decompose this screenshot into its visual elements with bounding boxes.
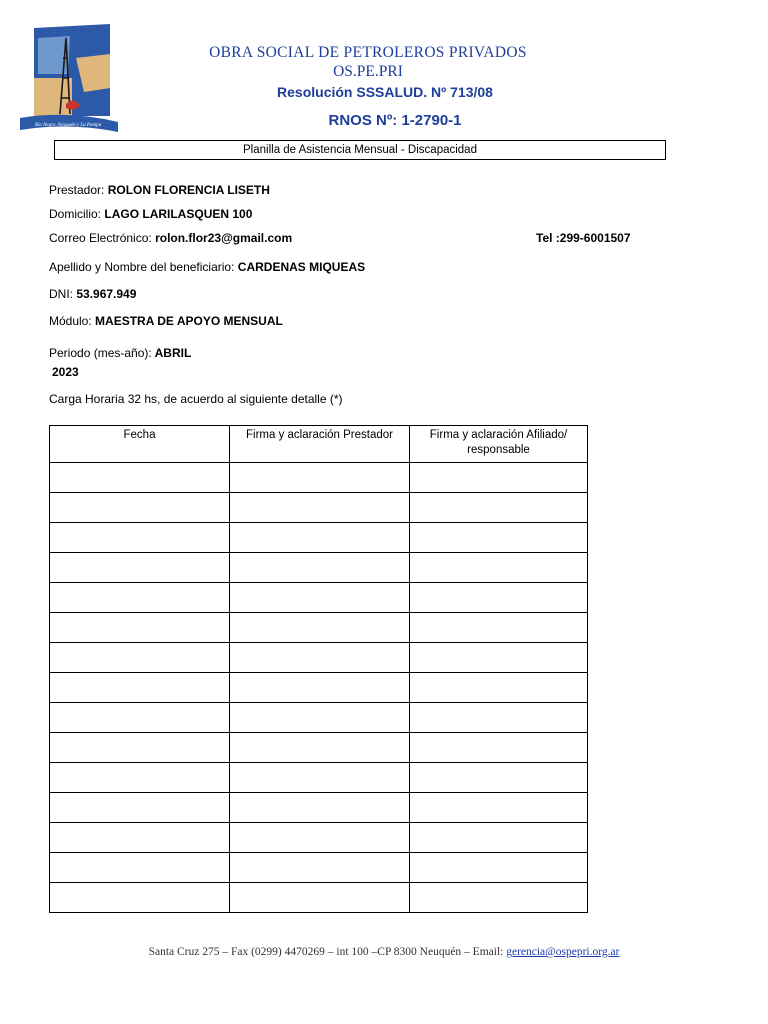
table-cell[interactable] — [410, 763, 588, 793]
table-cell[interactable] — [230, 793, 410, 823]
org-name: OBRA SOCIAL DE PETROLEROS PRIVADOS — [209, 44, 527, 61]
table-cell[interactable] — [230, 673, 410, 703]
table-cell[interactable] — [410, 673, 588, 703]
table-row — [50, 823, 588, 853]
table-cell[interactable] — [230, 763, 410, 793]
field-domicilio — [49, 207, 252, 221]
table-cell[interactable] — [50, 583, 230, 613]
table-cell[interactable] — [50, 793, 230, 823]
table-row — [50, 703, 588, 733]
table-cell[interactable] — [410, 583, 588, 613]
table-cell[interactable] — [50, 613, 230, 643]
table-cell[interactable] — [50, 493, 230, 523]
table-cell[interactable] — [50, 553, 230, 583]
resolution-number: Resolución SSSALUD. Nº 713/08 — [277, 84, 493, 100]
table-cell[interactable] — [230, 883, 410, 913]
footer-address: Santa Cruz 275 – Fax (0299) 4470269 – int 100 –CP 8300 Neuquén – Email: — [148, 946, 507, 958]
rnos-number: RNOS Nº: 1-2790-1 — [328, 112, 462, 129]
field-value: rolon.flor23@gmail.com — [155, 231, 293, 245]
table-row — [50, 763, 588, 793]
table-cell[interactable] — [50, 763, 230, 793]
field-value: 299-6001507 — [559, 231, 631, 245]
field-correo — [49, 231, 292, 245]
table-cell[interactable] — [50, 643, 230, 673]
field-dni — [49, 287, 136, 301]
header-firma-afiliado: Firma y aclaración Afiliado/ responsable — [410, 426, 588, 463]
field-label: Prestador: — [49, 183, 105, 197]
table-cell[interactable] — [50, 523, 230, 553]
field-label: Domicilio: — [49, 207, 102, 221]
table-cell[interactable] — [50, 463, 230, 493]
table-row — [50, 613, 588, 643]
field-value: CARDENAS MIQUEAS — [237, 260, 366, 274]
attendance-table — [49, 425, 588, 913]
header-fecha: Fecha — [50, 426, 230, 463]
table-cell[interactable] — [50, 673, 230, 703]
table-cell[interactable] — [410, 613, 588, 643]
field-tel — [536, 231, 631, 245]
table-row — [50, 583, 588, 613]
field-value: 53.967.949 — [76, 287, 137, 301]
table-cell[interactable] — [410, 553, 588, 583]
table-row — [50, 463, 588, 493]
org-short-name: OS.PE.PRI — [333, 63, 403, 80]
field-label: DNI: — [49, 287, 73, 301]
table-cell[interactable] — [230, 583, 410, 613]
table-row — [50, 853, 588, 883]
table-cell[interactable] — [50, 883, 230, 913]
table-cell[interactable] — [410, 493, 588, 523]
field-label: Tel : — [536, 231, 560, 245]
footer-email-link[interactable]: gerencia@ospepri.org.ar — [506, 946, 620, 958]
field-beneficiario — [49, 260, 365, 274]
table-cell[interactable] — [410, 823, 588, 853]
table-row — [50, 733, 588, 763]
field-value: ROLON FLORENCIA LISETH — [107, 183, 270, 197]
table-row — [50, 643, 588, 673]
table-row — [50, 523, 588, 553]
form-title: Planilla de Asistencia Mensual - Discapacidad — [54, 140, 666, 160]
field-label: Apellido y Nombre del beneficiario: — [49, 260, 235, 274]
attendance-table-body — [50, 463, 588, 913]
field-label: Correo Electrónico: — [49, 231, 152, 245]
carga-horaria: Carga Horaria 32 hs, de acuerdo al siguiente detalle (*) — [49, 392, 343, 406]
field-modulo — [49, 314, 283, 328]
table-header-row — [50, 426, 588, 463]
table-cell[interactable] — [230, 553, 410, 583]
table-cell[interactable] — [410, 853, 588, 883]
table-cell[interactable] — [410, 463, 588, 493]
table-cell[interactable] — [50, 853, 230, 883]
table-cell[interactable] — [230, 523, 410, 553]
field-periodo — [49, 346, 191, 360]
table-cell[interactable] — [410, 883, 588, 913]
table-row — [50, 883, 588, 913]
field-label: Periodo (mes-año): — [49, 346, 152, 360]
table-cell[interactable] — [230, 703, 410, 733]
table-cell[interactable] — [230, 613, 410, 643]
table-row — [50, 493, 588, 523]
field-label: Módulo: — [49, 314, 92, 328]
table-cell[interactable] — [410, 793, 588, 823]
table-row — [50, 793, 588, 823]
table-cell[interactable] — [410, 643, 588, 673]
table-cell[interactable] — [50, 733, 230, 763]
table-cell[interactable] — [230, 493, 410, 523]
table-cell[interactable] — [230, 853, 410, 883]
table-cell[interactable] — [410, 733, 588, 763]
table-cell[interactable] — [230, 733, 410, 763]
table-cell[interactable] — [410, 523, 588, 553]
footer — [0, 946, 768, 958]
table-cell[interactable] — [50, 703, 230, 733]
header-firma-prestador: Firma y aclaración Prestador — [230, 426, 410, 463]
ospepri-logo-icon — [14, 18, 122, 138]
table-cell[interactable] — [230, 643, 410, 673]
field-prestador — [49, 183, 270, 197]
field-value: LAGO LARILASQUEN 100 — [104, 207, 253, 221]
table-cell[interactable] — [230, 823, 410, 853]
table-row — [50, 673, 588, 703]
field-value: ABRIL — [154, 346, 192, 360]
table-cell[interactable] — [410, 703, 588, 733]
table-cell[interactable] — [50, 823, 230, 853]
table-row — [50, 553, 588, 583]
field-periodo-year: 2023 — [52, 365, 79, 379]
table-cell[interactable] — [230, 463, 410, 493]
field-value: MAESTRA DE APOYO MENSUAL — [95, 314, 283, 328]
logo-ribbon-text: Río Negro, Neuquén y La Pampa — [34, 123, 102, 128]
